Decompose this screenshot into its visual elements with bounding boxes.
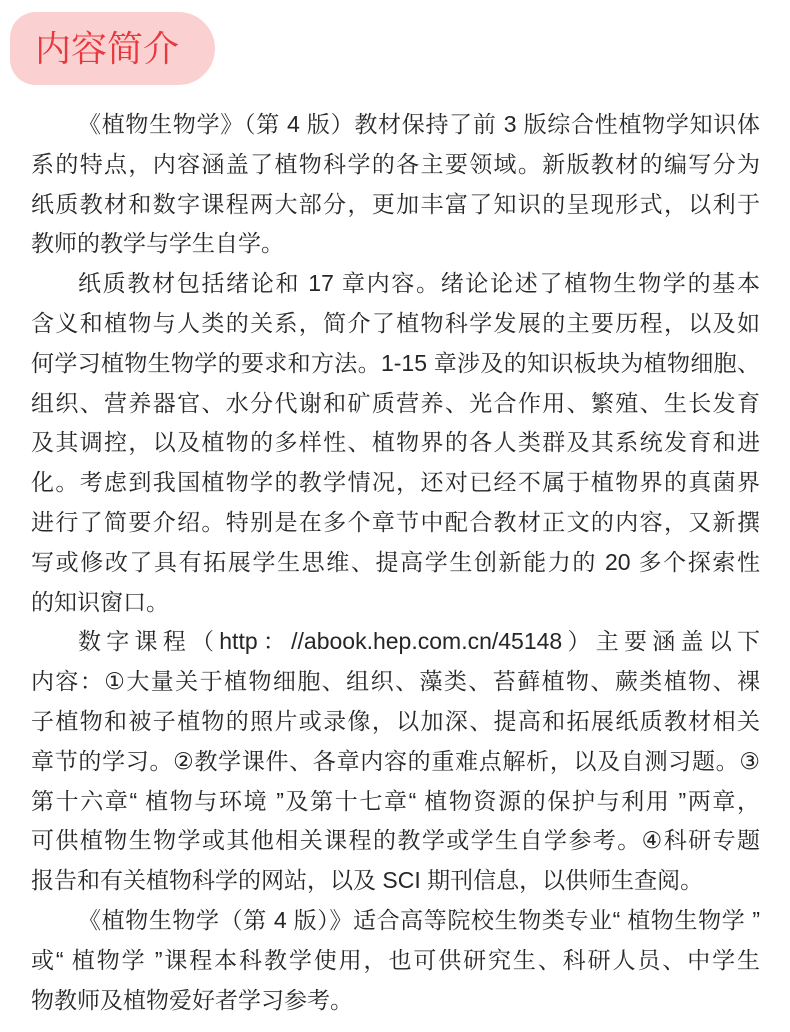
text-line: 化。考虑到我国植物学的教学情况，还对已经不属于植物界的真菌界 bbox=[31, 469, 760, 496]
paragraph-1 bbox=[31, 105, 760, 264]
text-line: 《植物生物学（第 4 版）》适合高等院校生物类专业“ 植物生物学 ” bbox=[78, 906, 760, 933]
text-line: 组织、营养器官、水分代谢和矿质营养、光合作用、繁殖、生长发育 bbox=[31, 389, 760, 416]
intro-body bbox=[31, 105, 760, 1020]
paragraph-3 bbox=[31, 622, 760, 901]
text-line: 进行了简要介绍。特别是在多个章节中配合教材正文的内容，又新撰 bbox=[31, 508, 760, 535]
text-line: 写或修改了具有拓展学生思维、提高学生创新能力的 20 多个探索性 bbox=[31, 548, 760, 575]
paragraph-4 bbox=[31, 901, 760, 1020]
text-line: 或“ 植物学 ”课程本科教学使用，也可供研究生、科研人员、中学生 bbox=[31, 946, 760, 973]
section-header-pill bbox=[10, 12, 215, 85]
text-line: 子植物和被子植物的照片或录像，以加深、提高和拓展纸质教材相关 bbox=[31, 707, 760, 734]
text-line: 含义和植物与人类的关系，简介了植物科学发展的主要历程，以及如 bbox=[31, 309, 760, 336]
text-line: 教师的教学与学生自学。 bbox=[31, 230, 284, 257]
text-line: 纸质教材包括绪论和 17 章内容。绪论论述了植物生物学的基本 bbox=[78, 270, 760, 297]
text-line: 报告和有关植物科学的网站，以及 SCI 期刊信息，以供师生查阅。 bbox=[31, 867, 704, 894]
text-line: 物教师及植物爱好者学习参考。 bbox=[31, 986, 353, 1013]
text-line: 的知识窗口。 bbox=[31, 588, 169, 615]
text-line: 章节的学习。②教学课件、各章内容的重难点解析，以及自测习题。③ bbox=[31, 747, 760, 774]
text-line: 及其调控，以及植物的多样性、植物界的各人类群及其系统发育和进 bbox=[31, 429, 760, 456]
text-line: 第十六章“ 植物与环境 ”及第十七章“ 植物资源的保护与利用 ”两章， bbox=[31, 787, 760, 814]
text-line: 何学习植物生物学的要求和方法。1-15 章涉及的知识板块为植物细胞、 bbox=[31, 349, 760, 376]
section-title: 内容简介 bbox=[35, 28, 180, 69]
text-line: 系的特点，内容涵盖了植物科学的各主要领域。新版教材的编写分为 bbox=[31, 150, 760, 177]
text-line: 数字课程（http：//abook.hep.com.cn/45148）主要涵盖以下 bbox=[78, 628, 760, 655]
paragraph-2 bbox=[31, 264, 760, 622]
text-line: 纸质教材和数字课程两大部分，更加丰富了知识的呈现形式，以利于 bbox=[31, 190, 760, 217]
text-line: 《植物生物学》（第 4 版）教材保持了前 3 版综合性植物学知识体 bbox=[78, 111, 760, 137]
text-line: 内容：①大量关于植物细胞、组织、藻类、苔藓植物、蕨类植物、裸 bbox=[31, 668, 760, 695]
text-line: 可供植物生物学或其他相关课程的教学或学生自学参考。④科研专题 bbox=[31, 827, 760, 854]
